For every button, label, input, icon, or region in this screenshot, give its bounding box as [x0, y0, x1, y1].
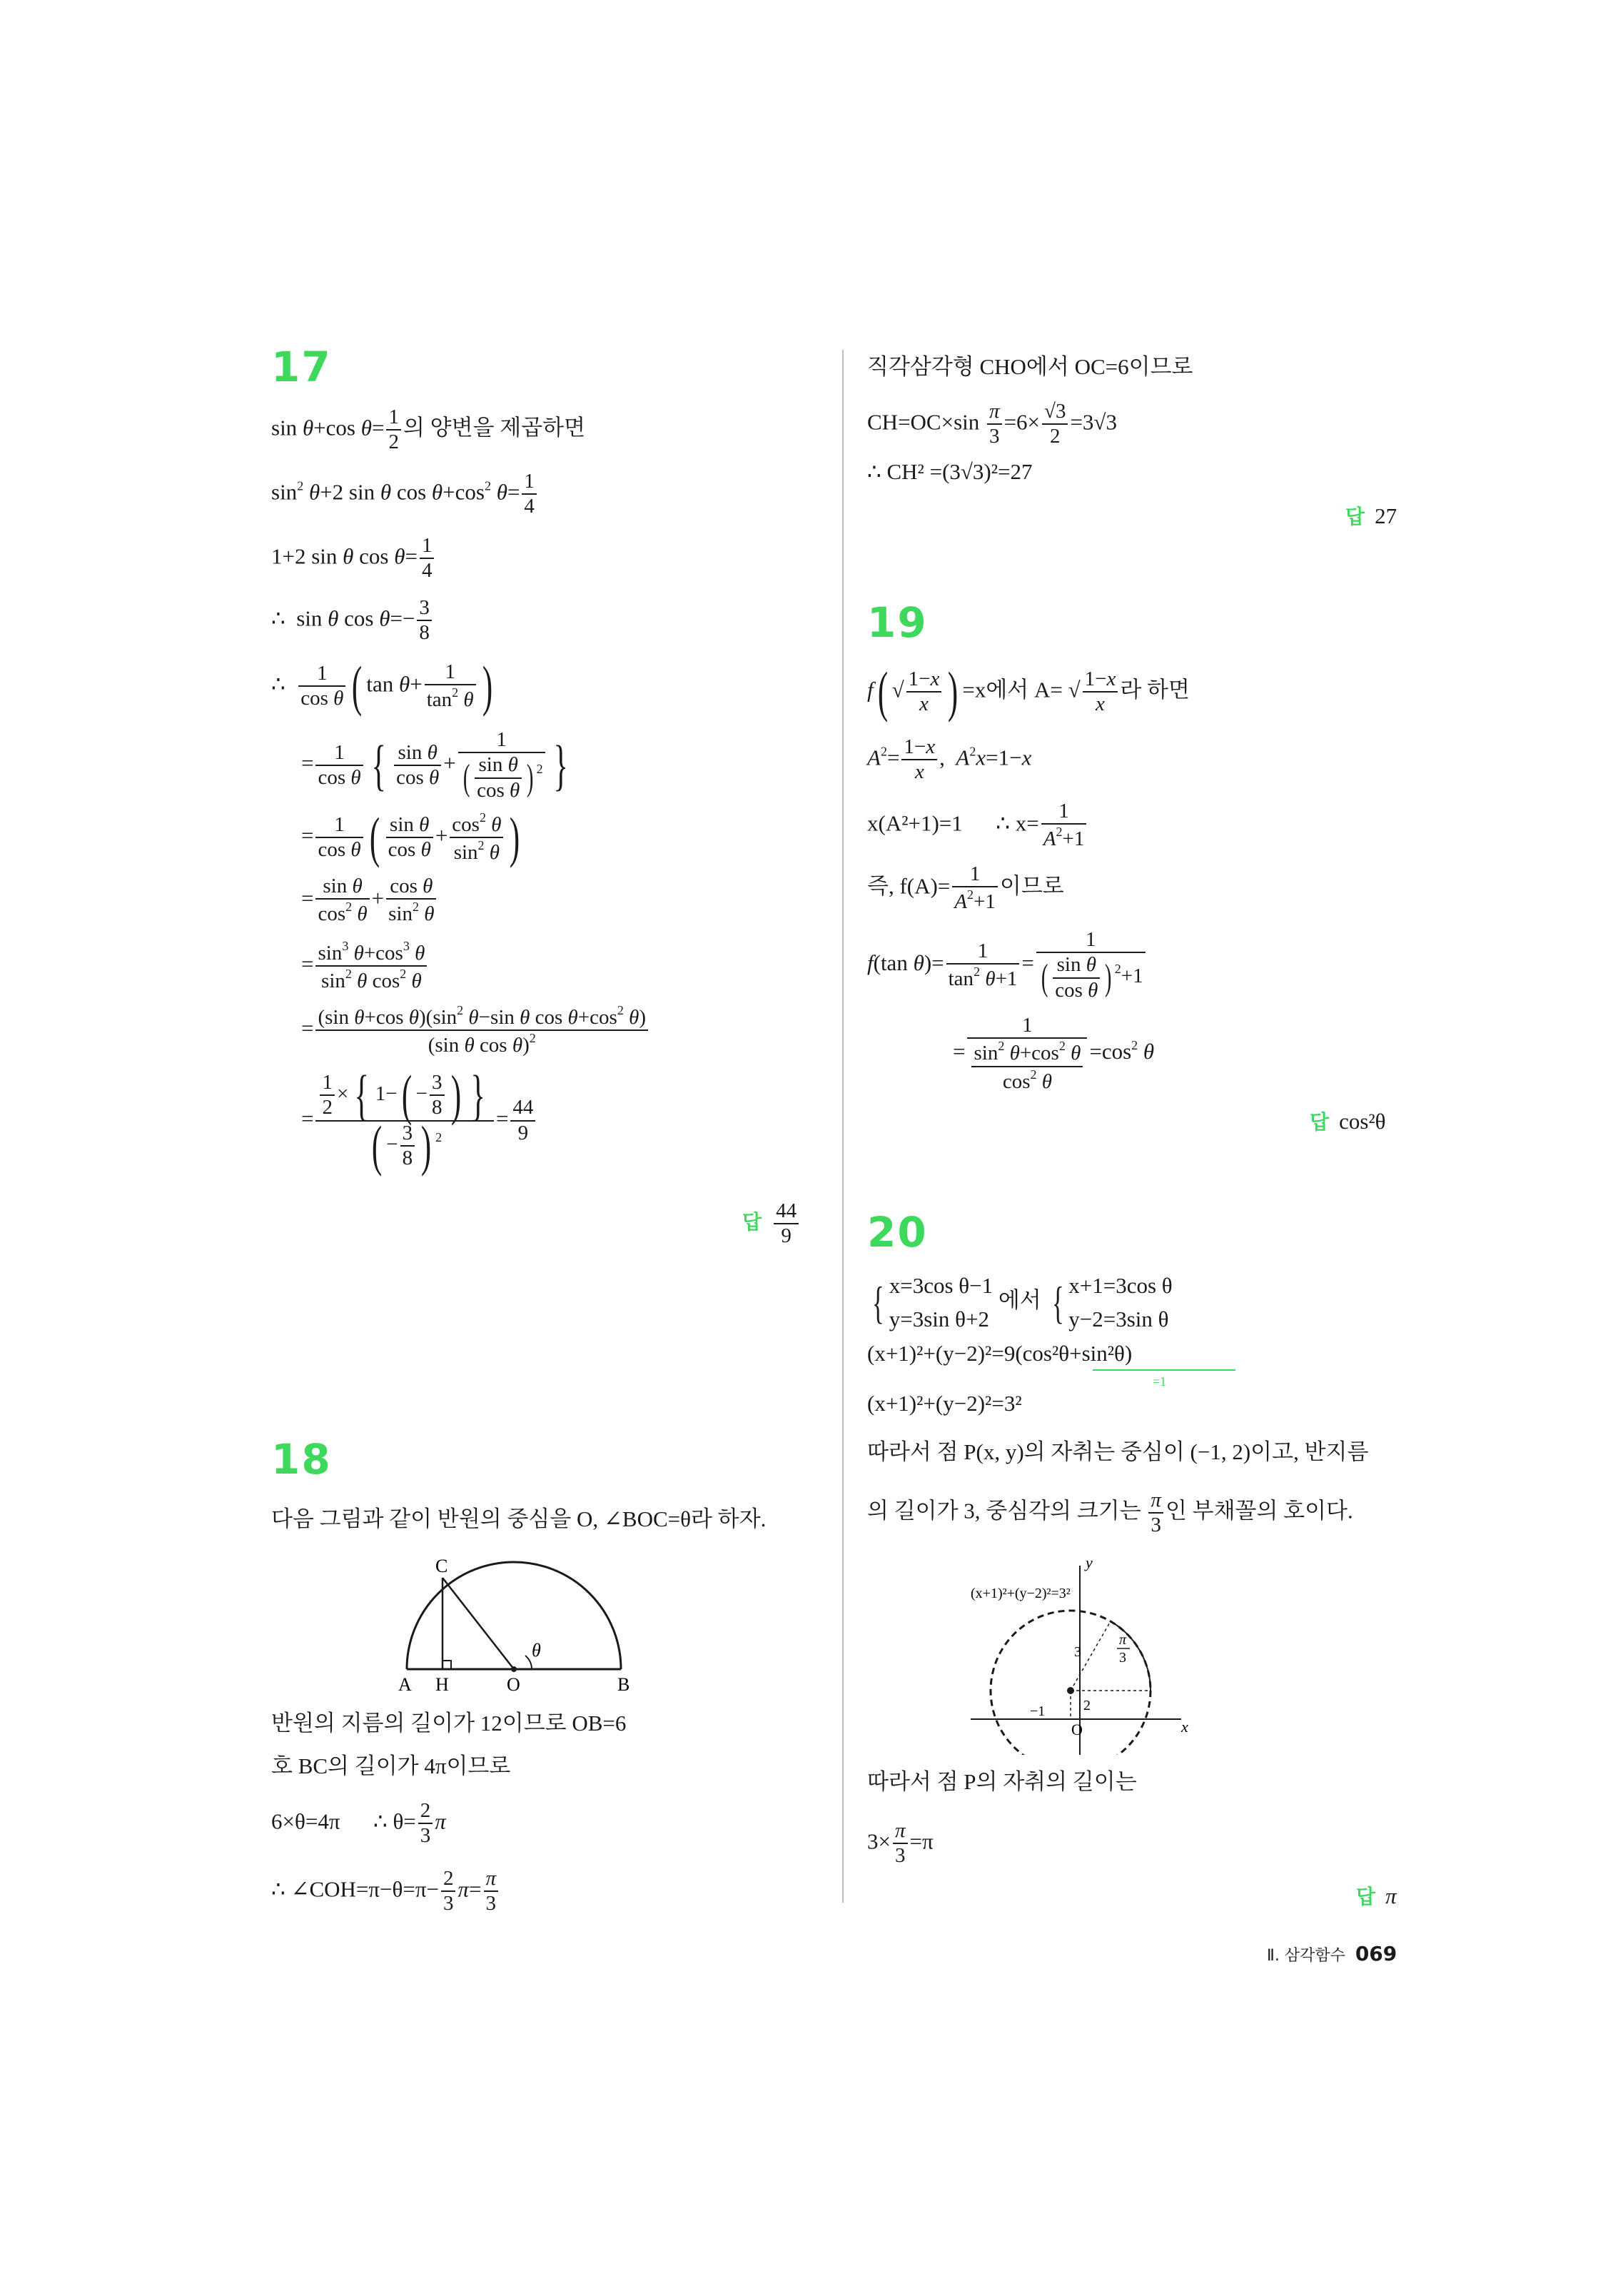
minus-one-label: −1 — [1030, 1703, 1046, 1719]
p20-underline — [1093, 1369, 1235, 1371]
p18-line-1: 반원의 지름의 길이가 12이므로 OB=6 — [271, 1711, 627, 1736]
p17-line-3: 1+2 sin θ cos θ= $\frac{1}{4}$ — [271, 534, 436, 583]
semicircle-figure — [385, 1556, 685, 1692]
p20-system: { x=3cos θ−1 y=3sin θ+2 에서 { x+1=3cos θ y−2=3sin θ — [871, 1273, 1173, 1331]
angle-den-label: 3 — [1119, 1650, 1126, 1666]
p20-line-6: 의 길이가 3, 중심각의 크기는 $\frac{\pi}{3}$ 인 부채꼴의 호이다. — [867, 1489, 1353, 1537]
p17-line-1: sin θ+cos θ= $\frac{1}{2}$ 의 양변을 제곱하면 — [271, 406, 586, 454]
p17-line-5: ∴ $\frac{1}{\text{cos θ}}$ ( tan θ+ $\frac{1}{\tan^2 \theta}$ ) — [271, 655, 492, 718]
p18-answer: 답 27 — [1345, 503, 1397, 528]
page-footer — [1267, 1942, 1397, 1965]
p19-answer: 답 cos²θ — [1310, 1109, 1386, 1134]
p20-line-3: (x+1)²+(y−2)²=9(cos²θ+sin²θ) — [867, 1341, 1133, 1366]
p18-intro: 다음 그림과 같이 반원의 중심을 O, ∠BOC=θ라 하자. — [271, 1506, 767, 1531]
p18-line-2: 호 BC의 길이가 4π이므로 — [271, 1753, 511, 1778]
two-label: 2 — [1083, 1698, 1091, 1713]
label-b: B — [617, 1674, 630, 1692]
p19-line-5: f(tan θ)= $\frac{1}{\tan^2 \theta+1}$ = 1 ( $\frac{\text{sin θ}}{\text{cos θ}}$ ) $^2$+1 — [867, 928, 1148, 1002]
label-o: O — [507, 1674, 520, 1692]
p17-line-7: = $\frac{1}{\text{cos θ}}$ ( $\frac{\text{sin θ}}{\text{cos θ}}$ + $\frac{\cos^2 \theta}{\sin^2 \theta}$ ) — [301, 806, 520, 869]
p18-cont-line-1: 직각삼각형 CHO에서 OC=6이므로 — [867, 354, 1193, 379]
center-o-point — [511, 1666, 517, 1672]
x-axis-label: x — [1181, 1718, 1188, 1736]
page-number: 069 — [1355, 1942, 1397, 1965]
p18-line-3: 6×θ=4π ∴ θ= $\frac{2}{3}$ π — [271, 1799, 446, 1848]
p17-line-4: ∴ sin θ cos θ=− $\frac{3}{8}$ — [271, 596, 434, 645]
p20-line-4: (x+1)²+(y−2)²=3² — [867, 1391, 1022, 1416]
problem-20-number: 20 — [867, 1208, 928, 1257]
problem-17-number: 17 — [271, 343, 332, 391]
p17-line-6: = $\frac{1}{\text{cos θ}}$ { $\frac{\text{sin θ}}{\text{cos θ}}$ + 1 ( $\frac{\text{sin θ}}{\text{cos θ}}$ ) $^2$ } — [301, 728, 568, 802]
angle-theta-arc — [525, 1656, 532, 1669]
p19-line-6: = $\frac{1}{\frac{\sin^2 \theta+\cos^2 \theta}{\cos^2 \theta}}$ $=\cos^2$ θ — [953, 1014, 1155, 1093]
p18-cont-line-3: ∴ CH² =(3√3)²=27 — [867, 459, 1033, 484]
origin-label: O — [1071, 1721, 1083, 1738]
label-theta: θ — [532, 1640, 541, 1661]
locus-circle — [991, 1611, 1151, 1755]
p17-line-2: $\sin^2 \theta+2$ sin θ $\cos \theta+\cos^2$ θ= $\frac{1}{4}$ — [271, 470, 539, 519]
p17-line-9: = $\frac{\sin^3 \theta+\cos^3 \theta}{\sin^2 \theta \cos^2 \theta}$ — [301, 939, 429, 994]
sector-arc — [1111, 1621, 1151, 1691]
p20-line-5: 따라서 점 P(x, y)의 자취는 중심이 (−1, 2)이고, 반지름 — [867, 1439, 1369, 1464]
p19-line-4: 즉, f(A)= $\frac{1}{A^2+1}$ 이므로 — [867, 862, 1064, 914]
circle-equation: (x+1)²+(y−2)²=3² — [971, 1586, 1071, 1601]
chapter-label: Ⅱ. 삼각함수 — [1267, 1947, 1345, 1965]
p20-line-7: 따라서 점 P의 자취의 길이는 — [867, 1769, 1137, 1794]
angle-pi-label: π — [1119, 1632, 1127, 1648]
p19-line-1: f( √ $\frac{1-x}{x}$ ) =x에서 A= √ $\frac{1-x}{x}$ 라 하면 — [867, 660, 1190, 723]
p17-line-11: = $\frac{1}{2}$ × { 1−( − $\frac{3}{8}$ ) } ( − $\frac{3}{8}$ ) $^2$ = $\frac{44}{9}$ — [301, 1071, 537, 1170]
p19-line-3: x(A²+1)=1 ∴ x= $\frac{1}{A^2+1}$ — [867, 800, 1088, 852]
problem-18-number: 18 — [271, 1435, 332, 1484]
semicircle-arc — [407, 1562, 621, 1669]
segment-co — [443, 1578, 514, 1669]
label-c: C — [435, 1556, 448, 1576]
sector-figure — [967, 1548, 1253, 1755]
problem-19-number: 19 — [867, 598, 928, 647]
p20-line-8: 3× $\frac{\pi}{3}$ =π — [867, 1819, 934, 1868]
p17-answer: 답 $\frac{44}{9}$ — [742, 1199, 801, 1249]
label-a: A — [398, 1674, 412, 1692]
y-axis-label: y — [1086, 1554, 1093, 1571]
p17-line-8: = $\frac{\text{sin θ}}{\cos^2 \theta}$ + $\frac{\text{cos θ}}{\sin^2 \theta}$ — [301, 875, 438, 927]
p19-line-2: $A^2=$ $\frac{1-x}{x}$ , $A^2x=1-x$ — [867, 735, 1032, 784]
right-angle-mark — [443, 1661, 451, 1669]
radius-label: 3 — [1074, 1644, 1081, 1660]
p20-equals-one: =1 — [1153, 1374, 1167, 1389]
column-divider — [842, 350, 844, 1903]
label-h: H — [435, 1674, 449, 1692]
p17-line-10: = $\frac{(\sin \theta+\cos \theta)(\sin^2 \theta-\sin \theta \cos \theta+\cos^2 \theta)}{(\sin \theta \cos \theta)^2}$ — [301, 1003, 650, 1058]
p20-answer: 답 π — [1356, 1883, 1397, 1908]
p18-cont-line-2: CH=OC×sin $\frac{\pi}{3}$ =6× $\frac{√3}{2}$ =3√3 — [867, 400, 1117, 448]
p18-line-4: ∴ ∠COH=π−θ=π− $\frac{2}{3}$ π= $\frac{\pi}{3}$ — [271, 1867, 500, 1916]
center-point — [1067, 1687, 1074, 1694]
